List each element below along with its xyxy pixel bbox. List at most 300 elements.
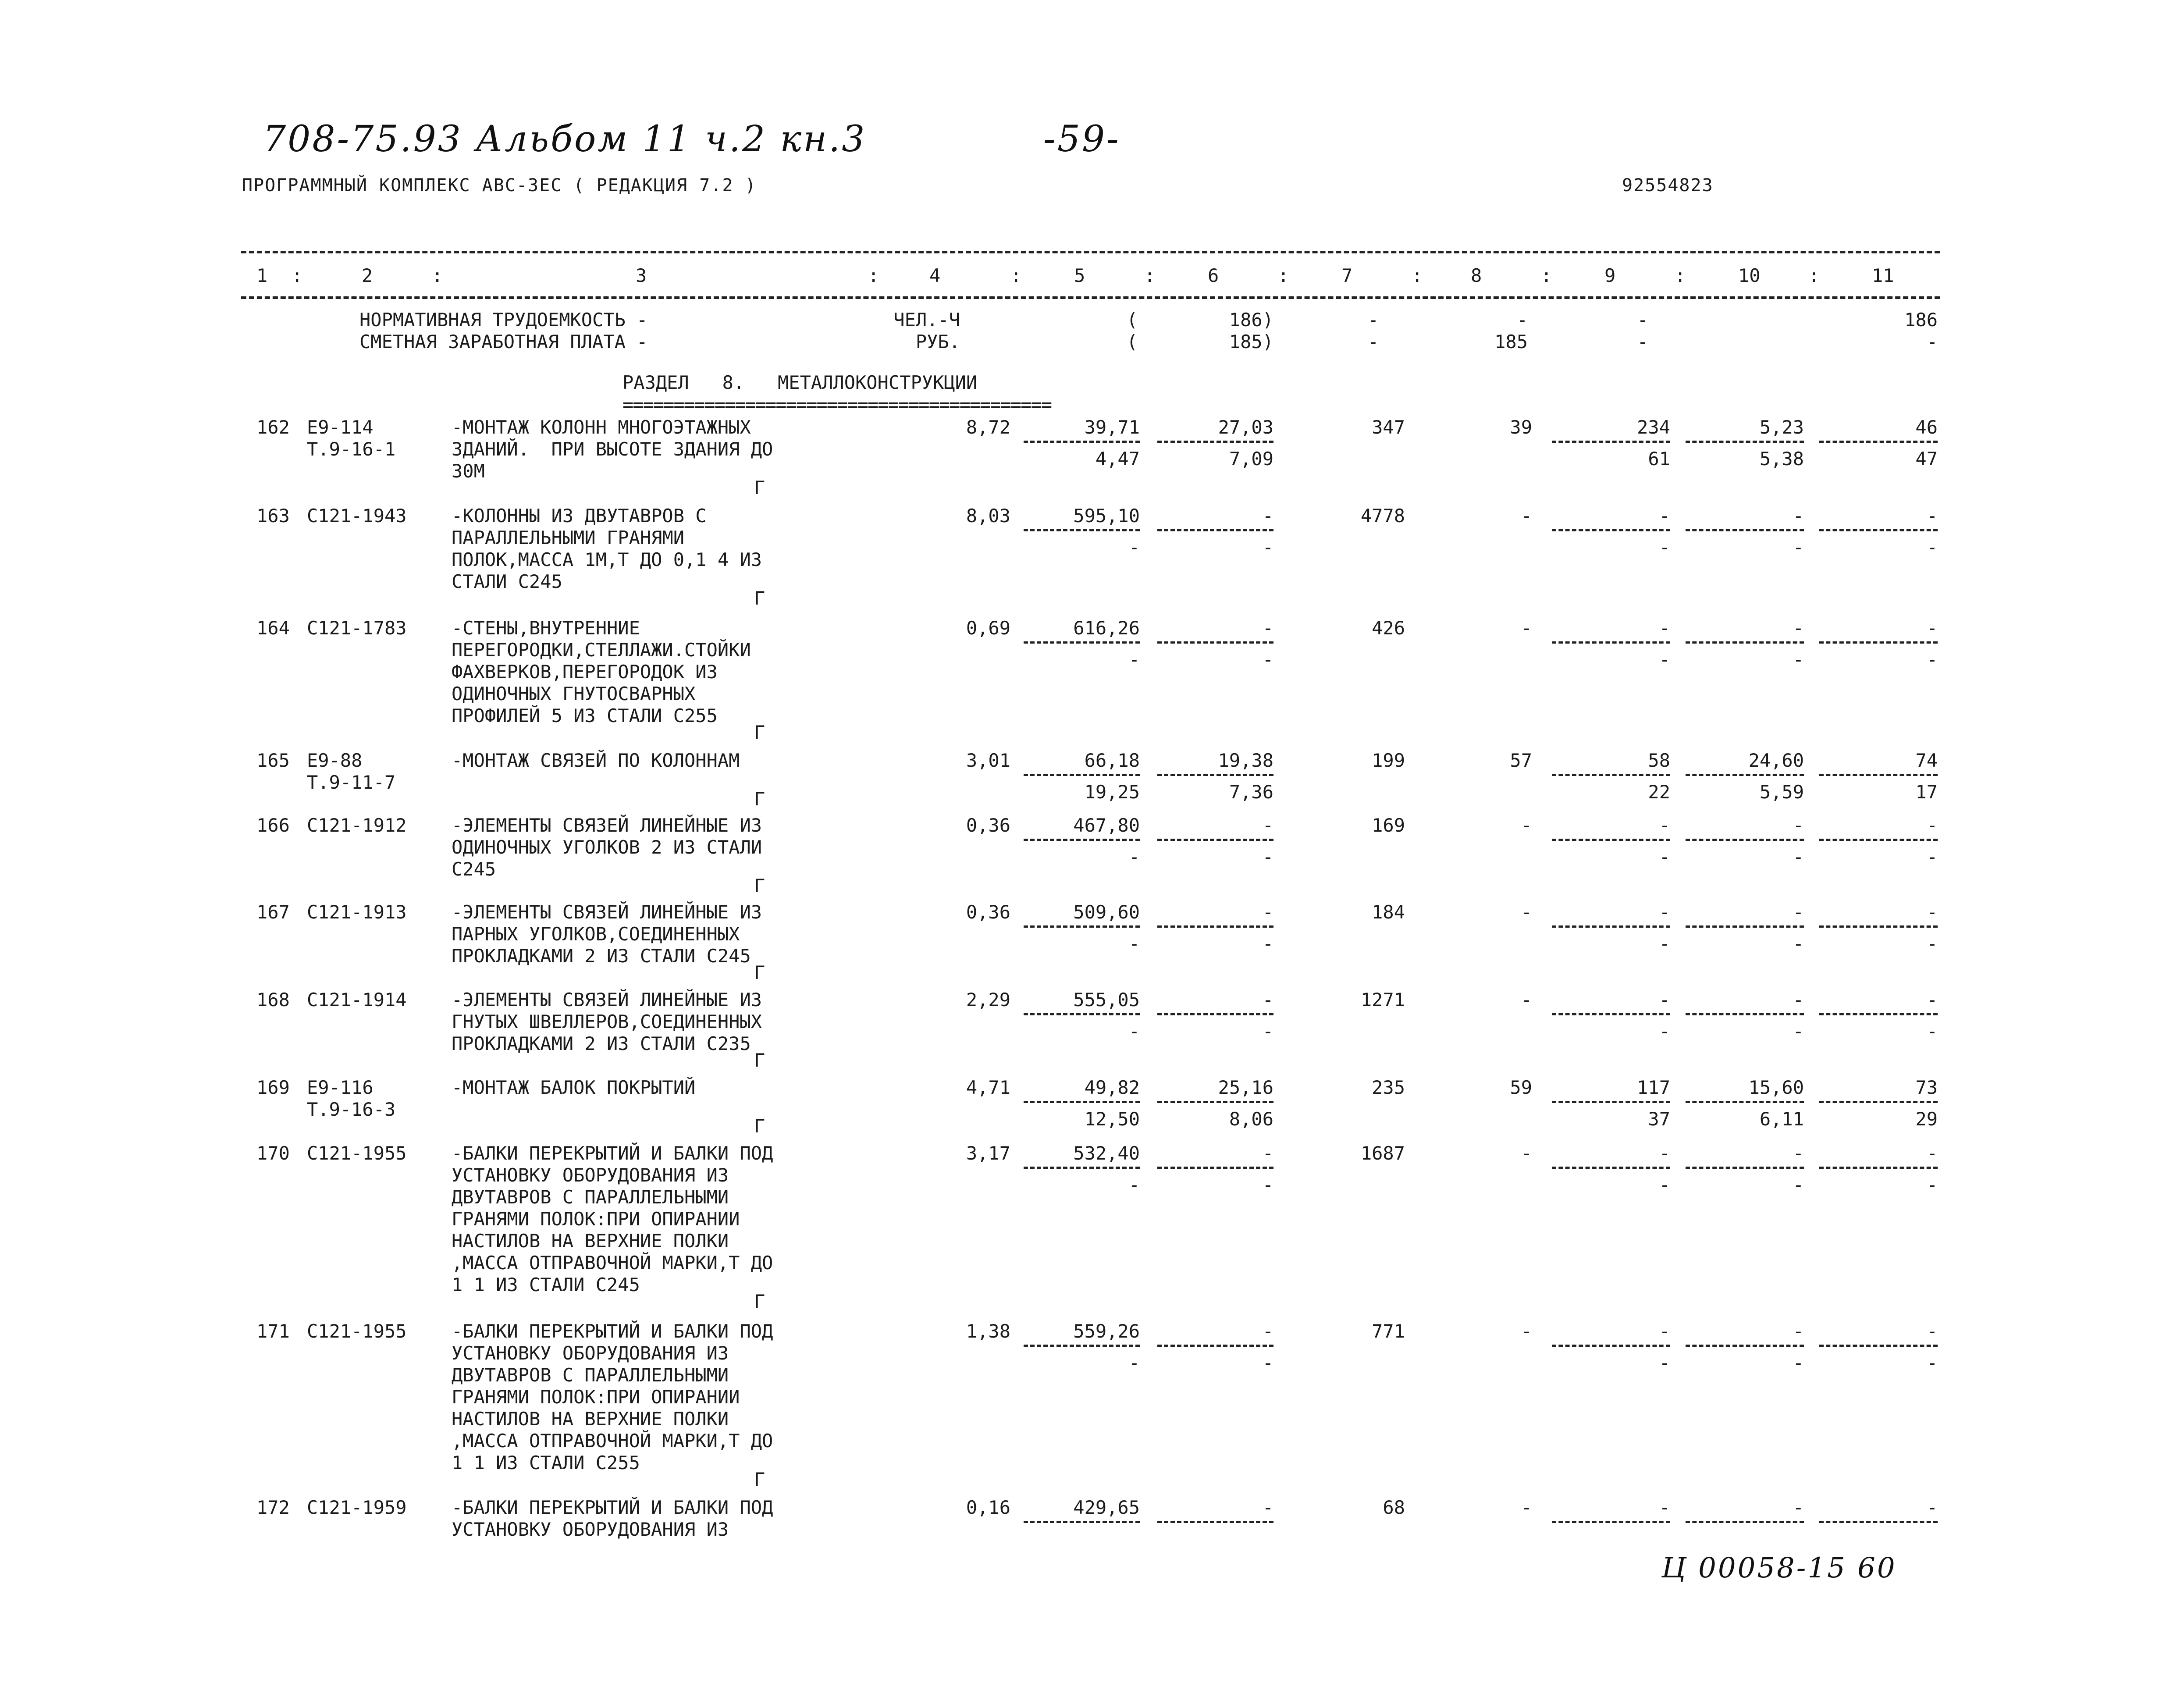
row-mark: Г	[754, 875, 765, 897]
row-col5: 429,65	[1073, 1497, 1140, 1518]
fraction-line	[1686, 641, 1804, 644]
column-separator: :	[868, 265, 879, 286]
row-number: 171	[256, 1320, 290, 1342]
fraction-line	[1024, 774, 1140, 776]
row-col6-lower: -	[1262, 1021, 1273, 1042]
fraction-line	[1686, 774, 1804, 776]
row-col5-lower: 19,25	[1084, 781, 1140, 803]
row-col7: 347	[1372, 416, 1405, 438]
summary-open-paren: (	[1127, 309, 1138, 331]
row-col6: 19,38	[1218, 750, 1273, 771]
row-description: ПРОКЛАДКАМИ 2 ИЗ СТАЛИ С235	[452, 1033, 751, 1054]
fraction-line	[1819, 1345, 1938, 1347]
fraction-line	[1024, 1345, 1140, 1347]
row-col9: -	[1659, 989, 1670, 1011]
row-code: Т.9-16-1	[307, 438, 396, 460]
fraction-line	[1686, 1345, 1804, 1347]
row-col10: -	[1793, 1497, 1804, 1518]
row-description: -МОНТАЖ КОЛОНН МНОГОЭТАЖНЫХ	[452, 416, 751, 438]
column-separator: :	[432, 265, 443, 286]
row-description: С245	[452, 858, 496, 880]
row-description: ГРАНЯМИ ПОЛОК:ПРИ ОПИРАНИИ	[452, 1208, 740, 1230]
row-col4: 4,71	[966, 1077, 1010, 1098]
summary-col7: -	[1367, 331, 1379, 352]
row-description: ПРОКЛАДКАМИ 2 ИЗ СТАЛИ С245	[452, 945, 751, 967]
row-col5-lower: -	[1128, 537, 1140, 558]
column-separator: :	[1675, 265, 1686, 286]
row-code: Т.9-16-3	[307, 1099, 396, 1120]
row-col4: 1,38	[966, 1320, 1010, 1342]
row-number: 170	[256, 1142, 290, 1164]
row-code: С121-1914	[307, 989, 407, 1011]
row-col4: 3,17	[966, 1142, 1010, 1164]
row-col10-lower: -	[1793, 1021, 1804, 1042]
top-rule	[241, 251, 1940, 253]
summary-unit: ЧЕЛ.-Ч	[893, 309, 960, 331]
row-col10-lower: 5,59	[1759, 781, 1804, 803]
row-col9: -	[1659, 505, 1670, 527]
row-col9: 58	[1648, 750, 1670, 771]
column-header-7: 7	[1341, 265, 1353, 286]
footer-note: Ц 00058-15 60	[1661, 1552, 1897, 1584]
column-separator: :	[1144, 265, 1156, 286]
row-description: -МОНТАЖ БАЛОК ПОКРЫТИЙ	[452, 1077, 696, 1098]
fraction-line	[1686, 1167, 1804, 1169]
column-separator: :	[1412, 265, 1423, 286]
summary-col9: -	[1637, 331, 1648, 352]
row-description: ПАРНЫХ УГОЛКОВ,СОЕДИНЕННЫХ	[452, 923, 740, 945]
row-col11: -	[1926, 989, 1938, 1011]
row-col11-lower: -	[1926, 537, 1938, 558]
row-description: -БАЛКИ ПЕРЕКРЫТИЙ И БАЛКИ ПОД	[452, 1497, 773, 1518]
column-header-1: 1	[256, 265, 268, 286]
row-code: С121-1955	[307, 1320, 407, 1342]
row-col11: -	[1926, 1320, 1938, 1342]
row-col10: -	[1793, 989, 1804, 1011]
row-col6-lower: -	[1262, 537, 1273, 558]
row-description: 1 1 ИЗ СТАЛИ С255	[452, 1452, 640, 1473]
row-col10-lower: -	[1793, 933, 1804, 954]
column-separator: :	[1541, 265, 1552, 286]
row-col9-lower: -	[1659, 933, 1670, 954]
fraction-line	[1552, 1345, 1670, 1347]
fraction-line	[1157, 441, 1273, 443]
row-description: -БАЛКИ ПЕРЕКРЫТИЙ И БАЛКИ ПОД	[452, 1142, 773, 1164]
fraction-line	[1552, 1521, 1670, 1523]
row-col9: -	[1659, 617, 1670, 639]
summary-col9: -	[1637, 309, 1648, 331]
fraction-line	[1819, 641, 1938, 644]
row-col6: 25,16	[1218, 1077, 1273, 1098]
fraction-line	[1552, 1101, 1670, 1103]
row-col11: 73	[1915, 1077, 1938, 1098]
row-col7: 4778	[1360, 505, 1405, 527]
row-col8: 59	[1510, 1077, 1532, 1098]
fraction-line	[1024, 839, 1140, 841]
row-col6-lower: -	[1262, 846, 1273, 868]
row-number: 167	[256, 901, 290, 923]
row-description: -БАЛКИ ПЕРЕКРЫТИЙ И БАЛКИ ПОД	[452, 1320, 773, 1342]
summary-open-paren: (	[1127, 331, 1138, 352]
fraction-line	[1552, 839, 1670, 841]
fraction-line	[1552, 925, 1670, 928]
row-col6-lower: -	[1262, 1174, 1273, 1196]
row-col10-lower: -	[1793, 1352, 1804, 1374]
row-description: ПЕРЕГОРОДКИ,СТЕЛЛАЖИ.СТОЙКИ	[452, 639, 751, 661]
row-col8: -	[1521, 617, 1532, 639]
row-description: УСТАНОВКУ ОБОРУДОВАНИЯ ИЗ	[452, 1164, 729, 1186]
row-description: УСТАНОВКУ ОБОРУДОВАНИЯ ИЗ	[452, 1342, 729, 1364]
row-col11-lower: 17	[1915, 781, 1938, 803]
row-col8: -	[1521, 1142, 1532, 1164]
row-col7: 1271	[1360, 989, 1405, 1011]
row-col10-lower: -	[1793, 537, 1804, 558]
column-separator: :	[292, 265, 303, 286]
column-header-6: 6	[1208, 265, 1219, 286]
row-description: ПОЛОК,МАССА 1М,Т ДО 0,1 4 ИЗ	[452, 549, 762, 570]
summary-label: НОРМАТИВНАЯ ТРУДОЕМКОСТЬ -	[359, 309, 648, 331]
fraction-line	[1552, 529, 1670, 531]
row-col4: 0,16	[966, 1497, 1010, 1518]
row-col9-lower: -	[1659, 537, 1670, 558]
row-col5: 39,71	[1084, 416, 1140, 438]
row-mark: Г	[754, 477, 765, 498]
row-mark: Г	[754, 788, 765, 810]
fraction-line	[1686, 441, 1804, 443]
row-code: Е9-88	[307, 750, 363, 771]
row-col11-lower: -	[1926, 1352, 1938, 1374]
row-col6: -	[1262, 1142, 1273, 1164]
row-col8: 57	[1510, 750, 1532, 771]
column-header-10: 10	[1738, 265, 1761, 286]
row-col5-lower: -	[1128, 1021, 1140, 1042]
row-mark: Г	[754, 1291, 765, 1312]
fraction-line	[1157, 1345, 1273, 1347]
row-col5-lower: -	[1128, 933, 1140, 954]
row-col6-lower: 8,06	[1229, 1108, 1273, 1130]
row-col6: -	[1262, 1320, 1273, 1342]
row-description: УСТАНОВКУ ОБОРУДОВАНИЯ ИЗ	[452, 1519, 729, 1540]
row-col7: 1687	[1360, 1142, 1405, 1164]
summary-col7: -	[1367, 309, 1379, 331]
row-col6-lower: -	[1262, 933, 1273, 954]
row-col4: 2,29	[966, 989, 1010, 1011]
summary-col11: 186	[1904, 309, 1938, 331]
row-description: ,МАССА ОТПРАВОЧНОЙ МАРКИ,Т ДО	[452, 1430, 773, 1452]
row-mark: Г	[754, 1115, 765, 1137]
row-description: -ЭЛЕМЕНТЫ СВЯЗЕЙ ЛИНЕЙНЫЕ ИЗ	[452, 989, 762, 1011]
column-separator: :	[1808, 265, 1820, 286]
row-col5: 555,05	[1073, 989, 1140, 1011]
row-code: С121-1912	[307, 815, 407, 836]
row-description: ДВУТАВРОВ С ПАРАЛЛЕЛЬНЫМИ	[452, 1186, 729, 1208]
row-description: -ЭЛЕМЕНТЫ СВЯЗЕЙ ЛИНЕЙНЫЕ ИЗ	[452, 901, 762, 923]
row-col9-lower: -	[1659, 649, 1670, 670]
row-col6-lower: -	[1262, 1352, 1273, 1374]
column-header-11: 11	[1872, 265, 1894, 286]
row-col11-lower: -	[1926, 933, 1938, 954]
row-col10: 5,23	[1759, 416, 1804, 438]
summary-col6: 186)	[1229, 309, 1273, 331]
row-col4: 8,03	[966, 505, 1010, 527]
row-col10: 24,60	[1748, 750, 1804, 771]
page-number: -59-	[1043, 118, 1120, 160]
fraction-line	[1686, 839, 1804, 841]
summary-col8: -	[1516, 309, 1528, 331]
row-col7: 199	[1372, 750, 1405, 771]
row-col5-lower: -	[1128, 1352, 1140, 1374]
handwritten-title: 708-75.93 Альбом 11 ч.2 кн.3	[263, 118, 867, 160]
row-number: 163	[256, 505, 290, 527]
fraction-line	[1819, 925, 1938, 928]
row-col9: -	[1659, 1497, 1670, 1518]
row-col5: 509,60	[1073, 901, 1140, 923]
row-description: ДВУТАВРОВ С ПАРАЛЛЕЛЬНЫМИ	[452, 1364, 729, 1386]
column-header-3: 3	[636, 265, 647, 286]
row-col4: 3,01	[966, 750, 1010, 771]
row-col6: -	[1262, 901, 1273, 923]
fraction-line	[1157, 529, 1273, 531]
column-separator: :	[1010, 265, 1022, 286]
row-col6-lower: 7,09	[1229, 448, 1273, 470]
row-col9-lower: 22	[1648, 781, 1670, 803]
fraction-line	[1686, 925, 1804, 928]
row-col10: -	[1793, 815, 1804, 836]
row-col11: -	[1926, 815, 1938, 836]
row-col6-lower: -	[1262, 649, 1273, 670]
fraction-line	[1686, 1013, 1804, 1015]
fraction-line	[1024, 1521, 1140, 1523]
row-col11: -	[1926, 901, 1938, 923]
row-col6: 27,03	[1218, 416, 1273, 438]
row-mark: Г	[754, 1050, 765, 1071]
row-col5: 616,26	[1073, 617, 1140, 639]
fraction-line	[1819, 1013, 1938, 1015]
fraction-line	[1819, 839, 1938, 841]
row-col8: -	[1521, 989, 1532, 1011]
row-number: 172	[256, 1497, 290, 1518]
column-header-4: 4	[929, 265, 941, 286]
row-col5-lower: 4,47	[1095, 448, 1140, 470]
fraction-line	[1157, 1101, 1273, 1103]
row-description: СТАЛИ С245	[452, 571, 562, 592]
fraction-line	[1686, 529, 1804, 531]
program-label: ПРОГРАММНЫЙ КОМПЛЕКС АВС-3ЕС ( РЕДАКЦИЯ 7.2 )	[242, 175, 757, 196]
row-col9: -	[1659, 815, 1670, 836]
fraction-line	[1819, 529, 1938, 531]
row-col10-lower: 5,38	[1759, 448, 1804, 470]
row-description: ЗДАНИЙ. ПРИ ВЫСОТЕ ЗДАНИЯ ДО	[452, 438, 773, 460]
row-description: ГНУТЫХ ШВЕЛЛЕРОВ,СОЕДИНЕННЫХ	[452, 1011, 762, 1032]
row-col8: -	[1521, 901, 1532, 923]
row-col11-lower: -	[1926, 649, 1938, 670]
section-underline: ==========================================	[622, 394, 1052, 415]
fraction-line	[1024, 1013, 1140, 1015]
row-col5-lower: 12,50	[1084, 1108, 1140, 1130]
row-col6-lower: 7,36	[1229, 781, 1273, 803]
fraction-line	[1819, 1101, 1938, 1103]
row-col11: -	[1926, 1497, 1938, 1518]
row-col8: -	[1521, 505, 1532, 527]
row-col9: -	[1659, 1320, 1670, 1342]
fraction-line	[1552, 1013, 1670, 1015]
row-col10: -	[1793, 901, 1804, 923]
row-col7: 426	[1372, 617, 1405, 639]
row-col10-lower: -	[1793, 1174, 1804, 1196]
row-col4: 8,72	[966, 416, 1010, 438]
row-col11-lower: 29	[1915, 1108, 1938, 1130]
row-col5: 532,40	[1073, 1142, 1140, 1164]
fraction-line	[1024, 441, 1140, 443]
row-number: 165	[256, 750, 290, 771]
row-col10: 15,60	[1748, 1077, 1804, 1098]
row-col5-lower: -	[1128, 846, 1140, 868]
fraction-line	[1157, 1013, 1273, 1015]
row-col9-lower: -	[1659, 846, 1670, 868]
row-description: -ЭЛЕМЕНТЫ СВЯЗЕЙ ЛИНЕЙНЫЕ ИЗ	[452, 815, 762, 836]
row-description: ,МАССА ОТПРАВОЧНОЙ МАРКИ,Т ДО	[452, 1252, 773, 1274]
row-col8: -	[1521, 1497, 1532, 1518]
row-col5: 559,26	[1073, 1320, 1140, 1342]
summary-col8: 185	[1494, 331, 1528, 352]
row-col6: -	[1262, 815, 1273, 836]
row-col8: 39	[1510, 416, 1532, 438]
row-number: 169	[256, 1077, 290, 1098]
fraction-line	[1552, 641, 1670, 644]
row-col4: 0,69	[966, 617, 1010, 639]
row-number: 164	[256, 617, 290, 639]
row-col11: -	[1926, 617, 1938, 639]
row-col4: 0,36	[966, 815, 1010, 836]
column-header-5: 5	[1074, 265, 1085, 286]
row-col9: -	[1659, 901, 1670, 923]
row-col11-lower: -	[1926, 1021, 1938, 1042]
row-description: ПРОФИЛЕЙ 5 ИЗ СТАЛИ С255	[452, 705, 718, 726]
row-description: ОДИНОЧНЫХ ГНУТОСВАРНЫХ	[452, 683, 696, 705]
row-col7: 771	[1372, 1320, 1405, 1342]
row-description: 30М	[452, 460, 485, 482]
fraction-line	[1157, 925, 1273, 928]
row-col9-lower: 61	[1648, 448, 1670, 470]
fraction-line	[1157, 1167, 1273, 1169]
row-number: 166	[256, 815, 290, 836]
section-title: РАЗДЕЛ 8. МЕТАЛЛОКОНСТРУКЦИИ	[622, 372, 978, 393]
row-code: С121-1943	[307, 505, 407, 527]
row-col10-lower: -	[1793, 649, 1804, 670]
row-mark: Г	[754, 722, 765, 743]
row-col10-lower: 6,11	[1759, 1108, 1804, 1130]
row-col9-lower: 37	[1648, 1108, 1670, 1130]
row-col5: 49,82	[1084, 1077, 1140, 1098]
row-col8: -	[1521, 1320, 1532, 1342]
row-col10: -	[1793, 1142, 1804, 1164]
fraction-line	[1024, 529, 1140, 531]
row-number: 168	[256, 989, 290, 1011]
row-code: Е9-114	[307, 416, 373, 438]
row-col5: 467,80	[1073, 815, 1140, 836]
row-description: ФАХВЕРКОВ,ПЕРЕГОРОДОК ИЗ	[452, 661, 718, 683]
row-col9: 234	[1637, 416, 1670, 438]
row-description: 1 1 ИЗ СТАЛИ С245	[452, 1274, 640, 1295]
row-col9-lower: -	[1659, 1021, 1670, 1042]
row-col7: 169	[1372, 815, 1405, 836]
row-mark: Г	[754, 587, 765, 609]
row-col11: -	[1926, 1142, 1938, 1164]
fraction-line	[1157, 839, 1273, 841]
row-col6: -	[1262, 617, 1273, 639]
row-col11-lower: 47	[1915, 448, 1938, 470]
fraction-line	[1024, 641, 1140, 644]
row-col9-lower: -	[1659, 1174, 1670, 1196]
row-description: ГРАНЯМИ ПОЛОК:ПРИ ОПИРАНИИ	[452, 1386, 740, 1408]
column-header-8: 8	[1471, 265, 1482, 286]
row-code: Е9-116	[307, 1077, 373, 1098]
row-description: НАСТИЛОВ НА ВЕРХНИЕ ПОЛКИ	[452, 1408, 729, 1430]
column-header-9: 9	[1604, 265, 1616, 286]
row-col5: 595,10	[1073, 505, 1140, 527]
fraction-line	[1552, 774, 1670, 776]
summary-col11: -	[1926, 331, 1938, 352]
row-col5: 66,18	[1084, 750, 1140, 771]
row-code: С121-1913	[307, 901, 407, 923]
row-description: -СТЕНЫ,ВНУТРЕННИЕ	[452, 617, 640, 639]
fraction-line	[1552, 441, 1670, 443]
row-col5-lower: -	[1128, 1174, 1140, 1196]
row-description: -КОЛОННЫ ИЗ ДВУТАВРОВ С	[452, 505, 707, 527]
row-col10: -	[1793, 617, 1804, 639]
row-mark: Г	[754, 962, 765, 983]
row-col6: -	[1262, 505, 1273, 527]
row-col10: -	[1793, 1320, 1804, 1342]
summary-unit: РУБ.	[915, 331, 960, 352]
row-description: -МОНТАЖ СВЯЗЕЙ ПО КОЛОННАМ	[452, 750, 740, 771]
row-code: С121-1783	[307, 617, 407, 639]
row-col9-lower: -	[1659, 1352, 1670, 1374]
row-description: ПАРАЛЛЕЛЬНЫМИ ГРАНЯМИ	[452, 527, 685, 548]
row-col11-lower: -	[1926, 1174, 1938, 1196]
row-col5-lower: -	[1128, 649, 1140, 670]
row-col11: 74	[1915, 750, 1938, 771]
document-number: 92554823	[1622, 175, 1714, 196]
row-code: С121-1959	[307, 1497, 407, 1518]
row-col4: 0,36	[966, 901, 1010, 923]
fraction-line	[1686, 1101, 1804, 1103]
row-col10: -	[1793, 505, 1804, 527]
row-col9: -	[1659, 1142, 1670, 1164]
fraction-line	[1024, 1101, 1140, 1103]
summary-label: СМЕТНАЯ ЗАРАБОТНАЯ ПЛАТА -	[359, 331, 648, 352]
row-col6: -	[1262, 989, 1273, 1011]
row-col9: 117	[1637, 1077, 1670, 1098]
row-col11-lower: -	[1926, 846, 1938, 868]
fraction-line	[1819, 441, 1938, 443]
row-col8: -	[1521, 815, 1532, 836]
summary-col6: 185)	[1229, 331, 1273, 352]
row-code: С121-1955	[307, 1142, 407, 1164]
fraction-line	[1819, 1521, 1938, 1523]
row-col7: 184	[1372, 901, 1405, 923]
row-description: НАСТИЛОВ НА ВЕРХНИЕ ПОЛКИ	[452, 1230, 729, 1252]
row-col6: -	[1262, 1497, 1273, 1518]
fraction-line	[1552, 1167, 1670, 1169]
row-code: Т.9-11-7	[307, 772, 396, 793]
fraction-line	[1024, 925, 1140, 928]
fraction-line	[1819, 774, 1938, 776]
fraction-line	[1157, 1521, 1273, 1523]
row-description: ОДИНОЧНЫХ УГОЛКОВ 2 ИЗ СТАЛИ	[452, 836, 762, 858]
fraction-line	[1686, 1521, 1804, 1523]
fraction-line	[1024, 1167, 1140, 1169]
